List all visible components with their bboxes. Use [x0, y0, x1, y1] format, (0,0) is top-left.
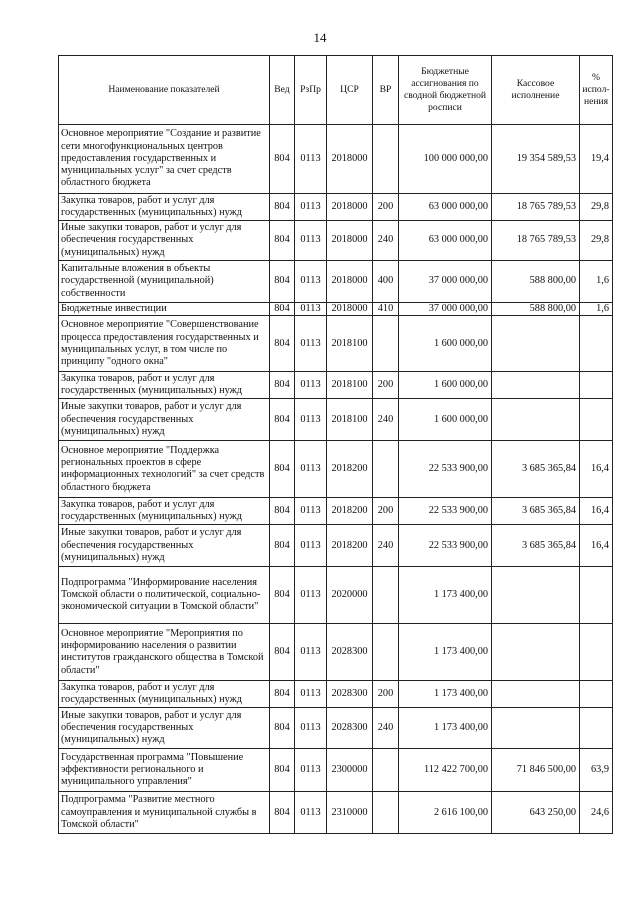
cell-budget: 37 000 000,00 — [399, 303, 492, 316]
cell-ved: 804 — [270, 498, 295, 525]
cell-name: Капитальные вложения в объекты государственной (муниципальной) собственности — [59, 261, 270, 303]
cell-kass: 18 765 789,53 — [492, 194, 580, 221]
cell-pct: 29,8 — [580, 194, 613, 221]
cell-pct: 24,6 — [580, 792, 613, 834]
cell-vr — [373, 624, 399, 681]
table-row — [59, 525, 613, 567]
cell-ved: 804 — [270, 125, 295, 194]
page-number: 14 — [313, 30, 327, 45]
cell-name: Иные закупки товаров, работ и услуг для обеспечения государственных (муниципальных) нужд — [59, 708, 270, 749]
cell-kass: 3 685 365,84 — [492, 441, 580, 498]
cell-pct — [580, 681, 613, 708]
cell-kass: 588 800,00 — [492, 303, 580, 316]
cell-vr — [373, 792, 399, 834]
table-row — [59, 567, 613, 624]
cell-budget: 1 173 400,00 — [399, 681, 492, 708]
cell-vr: 240 — [373, 399, 399, 441]
cell-name: Иные закупки товаров, работ и услуг для обеспечения государственных (муниципальных) нужд — [59, 399, 270, 441]
cell-ved: 804 — [270, 681, 295, 708]
table-row — [59, 399, 613, 441]
cell-pct — [580, 316, 613, 372]
cell-name: Бюджетные инвестиции — [59, 303, 270, 316]
cell-rzpr: 0113 — [295, 303, 327, 316]
cell-budget: 1 600 000,00 — [399, 399, 492, 441]
header-vr: ВР — [373, 56, 399, 125]
cell-csr: 2028300 — [327, 624, 373, 681]
cell-pct — [580, 567, 613, 624]
cell-name: Подпрограмма "Информирование населения Томской области о политической, социально-экономической ситуации в Томской области" — [59, 567, 270, 624]
cell-vr: 240 — [373, 525, 399, 567]
cell-name: Иные закупки товаров, работ и услуг для обеспечения государственных (муниципальных) нужд — [59, 221, 270, 261]
cell-budget: 22 533 900,00 — [399, 525, 492, 567]
header-budget: Бюджетные ассигнования по сводной бюджетной росписи — [399, 56, 492, 125]
cell-budget: 22 533 900,00 — [399, 441, 492, 498]
cell-kass: 3 685 365,84 — [492, 498, 580, 525]
cell-csr: 2018000 — [327, 221, 373, 261]
table-body — [59, 125, 613, 834]
header-ved: Вед — [270, 56, 295, 125]
cell-budget: 37 000 000,00 — [399, 261, 492, 303]
cell-pct: 16,4 — [580, 441, 613, 498]
cell-budget: 1 173 400,00 — [399, 708, 492, 749]
cell-kass: 643 250,00 — [492, 792, 580, 834]
cell-vr: 400 — [373, 261, 399, 303]
table-row — [59, 372, 613, 399]
cell-rzpr: 0113 — [295, 399, 327, 441]
cell-rzpr: 0113 — [295, 441, 327, 498]
cell-kass — [492, 708, 580, 749]
cell-budget: 100 000 000,00 — [399, 125, 492, 194]
cell-ved: 804 — [270, 749, 295, 792]
cell-ved: 804 — [270, 399, 295, 441]
cell-name: Основное мероприятие "Совершенствование процесса предоставления государственных и муниципальных услуг, в том числе по принципу "одного окна" — [59, 316, 270, 372]
cell-ved: 804 — [270, 525, 295, 567]
cell-kass: 71 846 500,00 — [492, 749, 580, 792]
cell-vr — [373, 749, 399, 792]
cell-csr: 2018000 — [327, 194, 373, 221]
cell-vr — [373, 567, 399, 624]
table-row — [59, 681, 613, 708]
cell-ved: 804 — [270, 194, 295, 221]
cell-pct: 29,8 — [580, 221, 613, 261]
cell-vr — [373, 441, 399, 498]
cell-name: Основное мероприятие "Мероприятия по информированию населения о развитии институтов гражданского общества в Томской области" — [59, 624, 270, 681]
table-row — [59, 498, 613, 525]
cell-name: Закупка товаров, работ и услуг для государственных (муниципальных) нужд — [59, 498, 270, 525]
cell-kass — [492, 681, 580, 708]
cell-rzpr: 0113 — [295, 525, 327, 567]
cell-rzpr: 0113 — [295, 749, 327, 792]
cell-pct — [580, 399, 613, 441]
cell-pct: 63,9 — [580, 749, 613, 792]
header-kass: Кассовое исполнение — [492, 56, 580, 125]
cell-budget: 1 173 400,00 — [399, 567, 492, 624]
table-row — [59, 749, 613, 792]
cell-budget: 1 600 000,00 — [399, 316, 492, 372]
cell-kass: 3 685 365,84 — [492, 525, 580, 567]
cell-csr: 2028300 — [327, 681, 373, 708]
cell-vr: 200 — [373, 194, 399, 221]
cell-csr: 2310000 — [327, 792, 373, 834]
cell-pct — [580, 708, 613, 749]
cell-csr: 2028300 — [327, 708, 373, 749]
cell-csr: 2018200 — [327, 525, 373, 567]
cell-rzpr: 0113 — [295, 708, 327, 749]
cell-ved: 804 — [270, 316, 295, 372]
cell-pct: 16,4 — [580, 498, 613, 525]
cell-csr: 2018100 — [327, 372, 373, 399]
cell-vr — [373, 125, 399, 194]
cell-ved: 804 — [270, 303, 295, 316]
cell-ved: 804 — [270, 567, 295, 624]
header-csr: ЦСР — [327, 56, 373, 125]
cell-rzpr: 0113 — [295, 194, 327, 221]
cell-pct — [580, 624, 613, 681]
budget-execution-table — [58, 55, 613, 834]
cell-kass — [492, 372, 580, 399]
cell-pct: 1,6 — [580, 261, 613, 303]
cell-vr: 200 — [373, 498, 399, 525]
cell-pct — [580, 372, 613, 399]
cell-name: Государственная программа "Повышение эффективности регионального и муниципального управления" — [59, 749, 270, 792]
table-row — [59, 708, 613, 749]
cell-name: Иные закупки товаров, работ и услуг для обеспечения государственных (муниципальных) нужд — [59, 525, 270, 567]
table-row — [59, 792, 613, 834]
cell-kass — [492, 316, 580, 372]
cell-ved: 804 — [270, 221, 295, 261]
cell-pct: 19,4 — [580, 125, 613, 194]
cell-kass: 588 800,00 — [492, 261, 580, 303]
cell-ved: 804 — [270, 792, 295, 834]
cell-kass: 19 354 589,53 — [492, 125, 580, 194]
cell-budget: 63 000 000,00 — [399, 194, 492, 221]
header-rzpr: РзПр — [295, 56, 327, 125]
cell-pct: 1,6 — [580, 303, 613, 316]
cell-budget: 63 000 000,00 — [399, 221, 492, 261]
cell-vr: 200 — [373, 372, 399, 399]
table-row — [59, 303, 613, 316]
cell-kass — [492, 624, 580, 681]
cell-rzpr: 0113 — [295, 221, 327, 261]
cell-rzpr: 0113 — [295, 498, 327, 525]
cell-kass — [492, 567, 580, 624]
cell-csr: 2018200 — [327, 498, 373, 525]
table-row — [59, 624, 613, 681]
cell-name: Закупка товаров, работ и услуг для государственных (муниципальных) нужд — [59, 194, 270, 221]
cell-vr: 240 — [373, 221, 399, 261]
cell-ved: 804 — [270, 708, 295, 749]
table-header-row — [59, 56, 613, 125]
cell-name: Подпрограмма "Развитие местного самоуправления и муниципальной службы в Томской области" — [59, 792, 270, 834]
cell-name: Закупка товаров, работ и услуг для государственных (муниципальных) нужд — [59, 681, 270, 708]
cell-csr: 2018100 — [327, 399, 373, 441]
cell-csr: 2020000 — [327, 567, 373, 624]
table-row — [59, 261, 613, 303]
cell-ved: 804 — [270, 624, 295, 681]
cell-name: Закупка товаров, работ и услуг для государственных (муниципальных) нужд — [59, 372, 270, 399]
cell-csr: 2018000 — [327, 303, 373, 316]
cell-pct: 16,4 — [580, 525, 613, 567]
cell-csr: 2300000 — [327, 749, 373, 792]
cell-budget: 2 616 100,00 — [399, 792, 492, 834]
table-row — [59, 316, 613, 372]
header-pct: % испол-нения — [580, 56, 613, 125]
cell-kass: 18 765 789,53 — [492, 221, 580, 261]
cell-csr: 2018200 — [327, 441, 373, 498]
cell-vr: 200 — [373, 681, 399, 708]
cell-ved: 804 — [270, 261, 295, 303]
cell-rzpr: 0113 — [295, 261, 327, 303]
table-row — [59, 221, 613, 261]
cell-budget: 1 600 000,00 — [399, 372, 492, 399]
cell-vr — [373, 316, 399, 372]
cell-csr: 2018100 — [327, 316, 373, 372]
table-row — [59, 194, 613, 221]
cell-rzpr: 0113 — [295, 125, 327, 194]
cell-vr: 240 — [373, 708, 399, 749]
cell-name: Основное мероприятие "Создание и развитие сети многофункциональных центров предоставления государственных и муниципальных услуг" за счет средств областного бюджета — [59, 125, 270, 194]
cell-kass — [492, 399, 580, 441]
table-row — [59, 125, 613, 194]
header-name: Наименование показателей — [59, 56, 270, 125]
cell-rzpr: 0113 — [295, 624, 327, 681]
table-row — [59, 441, 613, 498]
cell-budget: 112 422 700,00 — [399, 749, 492, 792]
cell-csr: 2018000 — [327, 125, 373, 194]
cell-rzpr: 0113 — [295, 372, 327, 399]
cell-rzpr: 0113 — [295, 681, 327, 708]
cell-rzpr: 0113 — [295, 567, 327, 624]
cell-rzpr: 0113 — [295, 316, 327, 372]
cell-ved: 804 — [270, 372, 295, 399]
cell-rzpr: 0113 — [295, 792, 327, 834]
cell-vr: 410 — [373, 303, 399, 316]
cell-name: Основное мероприятие "Поддержка региональных проектов в сфере информационных технологий" за счет средств областного бюджета — [59, 441, 270, 498]
cell-budget: 1 173 400,00 — [399, 624, 492, 681]
cell-budget: 22 533 900,00 — [399, 498, 492, 525]
cell-csr: 2018000 — [327, 261, 373, 303]
cell-ved: 804 — [270, 441, 295, 498]
